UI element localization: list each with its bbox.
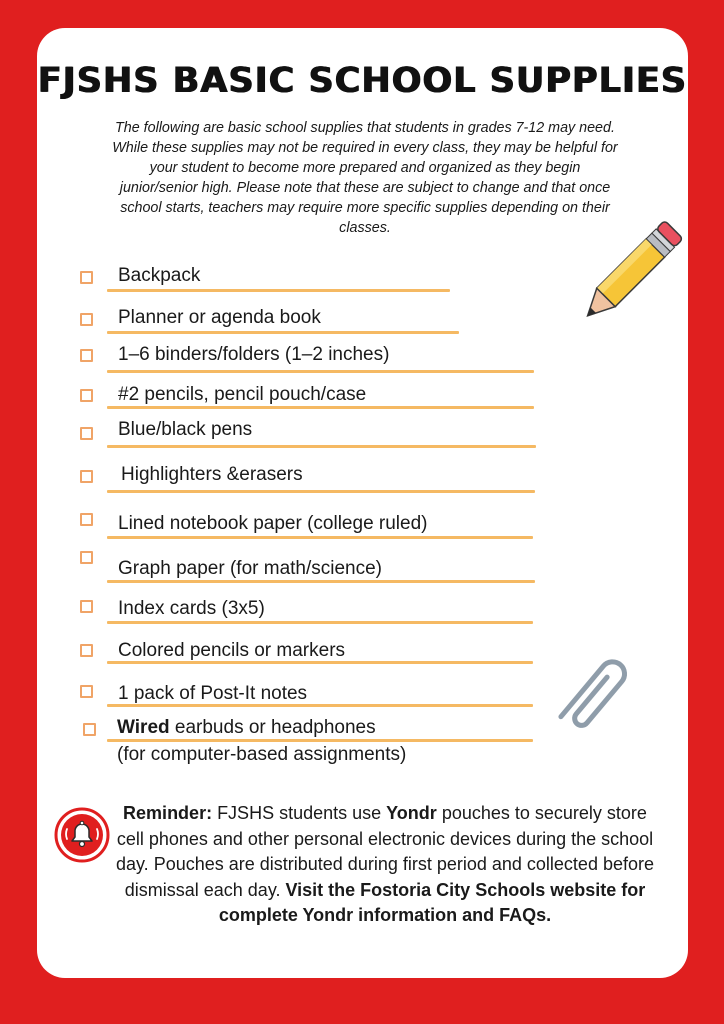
- checkbox[interactable]: [80, 313, 93, 326]
- underline: [107, 490, 535, 493]
- item-label: 1–6 binders/folders (1–2 inches): [118, 344, 390, 365]
- item-label: Blue/black pens: [118, 419, 253, 440]
- checkbox[interactable]: [80, 513, 93, 526]
- checklist-item: [37, 510, 688, 550]
- underline: [107, 580, 535, 583]
- checklist-item: [37, 596, 688, 636]
- item-label-bold: Wired: [117, 717, 170, 738]
- reminder-cta[interactable]: Visit the Fostoria City Schools website for complete Yondr information and FAQs.: [218, 879, 646, 925]
- intro-line: junior/senior high. Please note that these are subject to change and that once: [119, 180, 611, 196]
- item-label: [117, 717, 376, 739]
- checkbox[interactable]: [80, 427, 93, 440]
- reminder-part1: FJSHS students use: [212, 803, 387, 823]
- checkbox[interactable]: [80, 551, 93, 564]
- underline: [107, 406, 534, 409]
- checkbox[interactable]: [80, 349, 93, 362]
- intro-line: school starts, teachers may require more specific supplies depending on their: [120, 200, 610, 216]
- checkbox[interactable]: [80, 470, 93, 483]
- underline: [107, 289, 450, 292]
- intro-line: your student to become more prepared and organized as they begin: [149, 160, 581, 176]
- paperclip-icon: [553, 646, 633, 742]
- intro-line: The following are basic school supplies that students in grades 7-12 may need.: [115, 120, 615, 136]
- underline: [107, 621, 533, 624]
- intro-line: While these supplies may not be required in every class, they may be helpful for: [112, 140, 618, 156]
- item-note: (for computer-based assignments): [117, 744, 407, 765]
- page-title: FJSHS BASIC SCHOOL SUPPLIES: [37, 61, 688, 101]
- underline: [107, 536, 533, 539]
- checklist-item: [37, 341, 688, 381]
- reminder-label: Reminder:: [123, 803, 213, 823]
- checklist-item: [37, 461, 688, 501]
- checkbox[interactable]: [80, 271, 93, 284]
- flyer-card: [37, 28, 688, 978]
- checklist-item: [37, 417, 688, 457]
- item-label: Backpack: [118, 265, 201, 286]
- item-label: Graph paper (for math/science): [118, 558, 383, 579]
- intro-line: classes.: [339, 220, 391, 236]
- underline: [107, 704, 533, 707]
- checkbox[interactable]: [80, 389, 93, 402]
- pencil-icon: [565, 208, 688, 336]
- item-label: Index cards (3x5): [118, 598, 265, 619]
- reminder-part2: pouches to securely store cell phones and other personal electronic devices during the school day. Pouches are distributed during first period and collected before dismissal each day.: [116, 803, 654, 900]
- underline: [107, 661, 533, 664]
- item-label-rest: earbuds or headphones: [169, 717, 376, 738]
- reminder-brand: Yondr: [386, 803, 437, 823]
- reminder-text: [115, 801, 655, 929]
- item-label: #2 pencils, pencil pouch/case: [118, 384, 367, 405]
- underline: [107, 331, 459, 334]
- checkbox[interactable]: [80, 600, 93, 613]
- item-label: Colored pencils or markers: [118, 640, 346, 661]
- checkbox[interactable]: [80, 644, 93, 657]
- checklist-item: [37, 548, 688, 588]
- checklist-item: [37, 382, 688, 422]
- item-label: Lined notebook paper (college ruled): [118, 513, 428, 534]
- checkbox[interactable]: [83, 723, 96, 736]
- item-label: Planner or agenda book: [118, 307, 321, 328]
- item-label: Highlighters &erasers: [121, 464, 303, 485]
- underline: [107, 739, 533, 742]
- underline: [107, 370, 534, 373]
- bell-icon: [54, 807, 110, 863]
- underline: [107, 445, 536, 448]
- checkbox[interactable]: [80, 685, 93, 698]
- item-label: 1 pack of Post-It notes: [118, 683, 308, 704]
